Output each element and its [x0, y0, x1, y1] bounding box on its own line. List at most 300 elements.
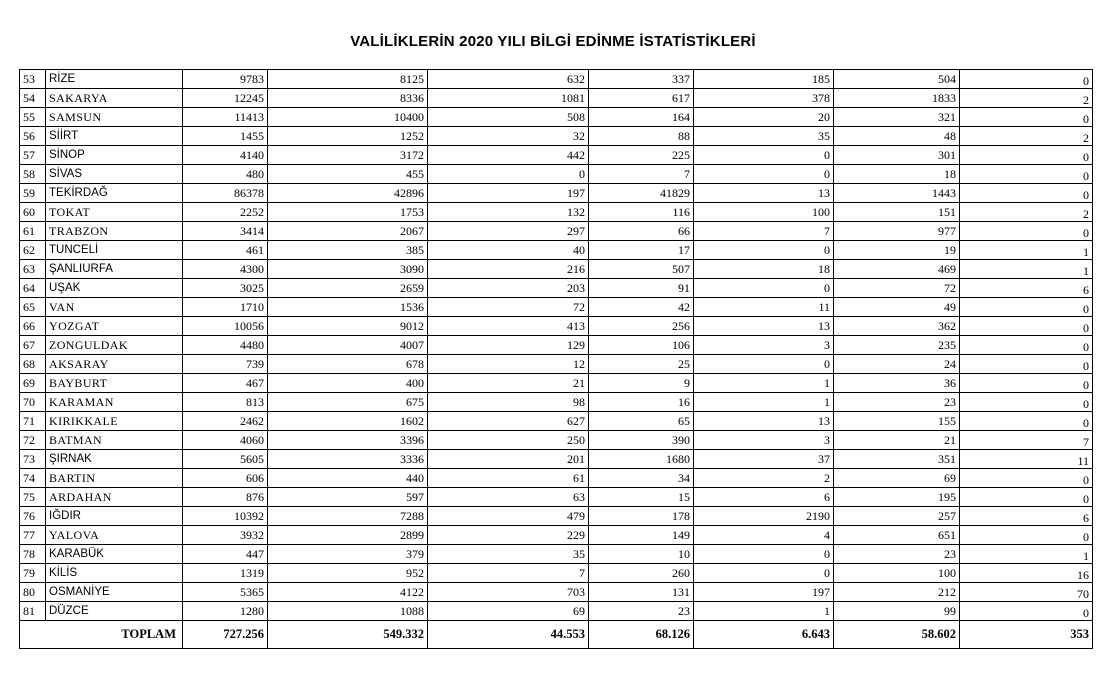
row-number: 68 [20, 355, 46, 374]
value-cell-c6: 235 [834, 336, 960, 355]
table-row [20, 89, 1093, 108]
value-cell-c2: 952 [268, 564, 428, 583]
row-number: 53 [20, 70, 46, 89]
value-cell-c1: 4140 [183, 146, 268, 165]
total-value-c1: 727.256 [183, 621, 268, 649]
value-cell-c7: 0 [960, 336, 1093, 355]
value-cell-c2: 4007 [268, 336, 428, 355]
province-name: SAMSUN [46, 108, 183, 127]
province-name: AKSARAY [46, 355, 183, 374]
province-name: KIRIKKALE [46, 412, 183, 431]
value-cell-c7: 7 [960, 431, 1093, 450]
value-cell-c4: 390 [589, 431, 694, 450]
row-number: 58 [20, 165, 46, 184]
value-cell-c7: 0 [960, 184, 1093, 203]
value-cell-c6: 21 [834, 431, 960, 450]
value-cell-c6: 469 [834, 260, 960, 279]
value-cell-c3: 201 [428, 450, 589, 469]
value-cell-c5: 3 [694, 336, 834, 355]
province-name: TUNCELİ [46, 241, 183, 260]
value-cell-c5: 20 [694, 108, 834, 127]
value-cell-c3: 12 [428, 355, 589, 374]
value-cell-c1: 461 [183, 241, 268, 260]
value-cell-c5: 0 [694, 355, 834, 374]
total-value-c6: 58.602 [834, 621, 960, 649]
value-cell-c7: 0 [960, 412, 1093, 431]
row-number: 66 [20, 317, 46, 336]
row-number: 55 [20, 108, 46, 127]
value-cell-c4: 15 [589, 488, 694, 507]
row-number: 56 [20, 127, 46, 146]
table-row [20, 583, 1093, 602]
value-cell-c5: 0 [694, 564, 834, 583]
value-cell-c1: 1710 [183, 298, 268, 317]
value-cell-c6: 19 [834, 241, 960, 260]
value-cell-c1: 3025 [183, 279, 268, 298]
value-cell-c1: 10392 [183, 507, 268, 526]
value-cell-c3: 61 [428, 469, 589, 488]
value-cell-c3: 35 [428, 545, 589, 564]
row-number: 60 [20, 203, 46, 222]
value-cell-c4: 106 [589, 336, 694, 355]
value-cell-c4: 17 [589, 241, 694, 260]
statistics-table [19, 69, 1093, 649]
table-row [20, 317, 1093, 336]
value-cell-c4: 16 [589, 393, 694, 412]
value-cell-c7: 16 [960, 564, 1093, 583]
row-number: 54 [20, 89, 46, 108]
province-name: OSMANİYE [46, 583, 183, 602]
value-cell-c2: 3090 [268, 260, 428, 279]
value-cell-c4: 9 [589, 374, 694, 393]
value-cell-c6: 257 [834, 507, 960, 526]
value-cell-c4: 337 [589, 70, 694, 89]
value-cell-c6: 23 [834, 545, 960, 564]
value-cell-c6: 69 [834, 469, 960, 488]
value-cell-c5: 18 [694, 260, 834, 279]
value-cell-c5: 6 [694, 488, 834, 507]
value-cell-c6: 99 [834, 602, 960, 621]
value-cell-c6: 321 [834, 108, 960, 127]
value-cell-c5: 0 [694, 545, 834, 564]
total-value-c4: 68.126 [589, 621, 694, 649]
value-cell-c2: 1252 [268, 127, 428, 146]
row-number: 71 [20, 412, 46, 431]
value-cell-c3: 627 [428, 412, 589, 431]
table-row [20, 374, 1093, 393]
value-cell-c1: 4480 [183, 336, 268, 355]
value-cell-c3: 703 [428, 583, 589, 602]
value-cell-c1: 876 [183, 488, 268, 507]
value-cell-c7: 0 [960, 317, 1093, 336]
value-cell-c1: 4300 [183, 260, 268, 279]
value-cell-c4: 256 [589, 317, 694, 336]
value-cell-c7: 0 [960, 165, 1093, 184]
value-cell-c6: 1833 [834, 89, 960, 108]
province-name: ARDAHAN [46, 488, 183, 507]
row-number: 70 [20, 393, 46, 412]
value-cell-c7: 6 [960, 279, 1093, 298]
table-row [20, 241, 1093, 260]
value-cell-c7: 1 [960, 241, 1093, 260]
value-cell-c7: 1 [960, 260, 1093, 279]
value-cell-c4: 260 [589, 564, 694, 583]
value-cell-c3: 250 [428, 431, 589, 450]
value-cell-c4: 66 [589, 222, 694, 241]
value-cell-c5: 0 [694, 165, 834, 184]
table-row [20, 602, 1093, 621]
value-cell-c5: 13 [694, 184, 834, 203]
value-cell-c4: 10 [589, 545, 694, 564]
value-cell-c5: 0 [694, 279, 834, 298]
value-cell-c2: 8336 [268, 89, 428, 108]
table-row [20, 336, 1093, 355]
value-cell-c1: 480 [183, 165, 268, 184]
table-row [20, 488, 1093, 507]
value-cell-c7: 0 [960, 355, 1093, 374]
value-cell-c4: 34 [589, 469, 694, 488]
province-name: VAN [46, 298, 183, 317]
value-cell-c2: 2899 [268, 526, 428, 545]
table-row [20, 412, 1093, 431]
value-cell-c5: 1 [694, 393, 834, 412]
value-cell-c4: 617 [589, 89, 694, 108]
row-number: 57 [20, 146, 46, 165]
value-cell-c3: 0 [428, 165, 589, 184]
value-cell-c5: 2190 [694, 507, 834, 526]
value-cell-c3: 508 [428, 108, 589, 127]
value-cell-c1: 9783 [183, 70, 268, 89]
value-cell-c1: 4060 [183, 431, 268, 450]
value-cell-c5: 0 [694, 241, 834, 260]
province-name: TRABZON [46, 222, 183, 241]
value-cell-c4: 65 [589, 412, 694, 431]
value-cell-c3: 442 [428, 146, 589, 165]
value-cell-c3: 40 [428, 241, 589, 260]
value-cell-c6: 24 [834, 355, 960, 374]
value-cell-c6: 301 [834, 146, 960, 165]
value-cell-c7: 70 [960, 583, 1093, 602]
province-name: UŞAK [46, 279, 183, 298]
row-number: 64 [20, 279, 46, 298]
province-name: SİVAS [46, 165, 183, 184]
value-cell-c5: 13 [694, 412, 834, 431]
value-cell-c4: 7 [589, 165, 694, 184]
value-cell-c5: 1 [694, 374, 834, 393]
province-name: SİİRT [46, 127, 183, 146]
table-row [20, 127, 1093, 146]
value-cell-c7: 0 [960, 526, 1093, 545]
value-cell-c2: 9012 [268, 317, 428, 336]
value-cell-c4: 131 [589, 583, 694, 602]
value-cell-c2: 42896 [268, 184, 428, 203]
value-cell-c4: 42 [589, 298, 694, 317]
table-row [20, 355, 1093, 374]
value-cell-c6: 100 [834, 564, 960, 583]
value-cell-c4: 41829 [589, 184, 694, 203]
value-cell-c2: 597 [268, 488, 428, 507]
value-cell-c5: 0 [694, 146, 834, 165]
value-cell-c7: 0 [960, 108, 1093, 127]
value-cell-c3: 7 [428, 564, 589, 583]
value-cell-c7: 2 [960, 203, 1093, 222]
value-cell-c2: 1602 [268, 412, 428, 431]
row-number: 79 [20, 564, 46, 583]
value-cell-c3: 297 [428, 222, 589, 241]
value-cell-c5: 3 [694, 431, 834, 450]
table-row [20, 165, 1093, 184]
value-cell-c7: 2 [960, 89, 1093, 108]
value-cell-c6: 72 [834, 279, 960, 298]
value-cell-c3: 63 [428, 488, 589, 507]
value-cell-c3: 21 [428, 374, 589, 393]
value-cell-c3: 1081 [428, 89, 589, 108]
value-cell-c2: 1753 [268, 203, 428, 222]
value-cell-c2: 3172 [268, 146, 428, 165]
province-name: KARABÜK [46, 545, 183, 564]
total-row [20, 621, 1093, 649]
value-cell-c7: 0 [960, 488, 1093, 507]
value-cell-c3: 229 [428, 526, 589, 545]
total-value-c5: 6.643 [694, 621, 834, 649]
value-cell-c6: 504 [834, 70, 960, 89]
value-cell-c2: 2659 [268, 279, 428, 298]
row-number: 80 [20, 583, 46, 602]
value-cell-c6: 351 [834, 450, 960, 469]
table-row [20, 70, 1093, 89]
table-row [20, 450, 1093, 469]
value-cell-c3: 98 [428, 393, 589, 412]
total-label: TOPLAM [20, 621, 183, 649]
value-cell-c2: 455 [268, 165, 428, 184]
province-name: BAYBURT [46, 374, 183, 393]
value-cell-c5: 7 [694, 222, 834, 241]
row-number: 74 [20, 469, 46, 488]
value-cell-c1: 5605 [183, 450, 268, 469]
province-name: YOZGAT [46, 317, 183, 336]
row-number: 69 [20, 374, 46, 393]
value-cell-c1: 739 [183, 355, 268, 374]
value-cell-c1: 3932 [183, 526, 268, 545]
province-name: ZONGULDAK [46, 336, 183, 355]
value-cell-c3: 69 [428, 602, 589, 621]
table-row [20, 545, 1093, 564]
value-cell-c1: 447 [183, 545, 268, 564]
value-cell-c2: 4122 [268, 583, 428, 602]
value-cell-c7: 0 [960, 298, 1093, 317]
value-cell-c3: 129 [428, 336, 589, 355]
value-cell-c6: 1443 [834, 184, 960, 203]
value-cell-c2: 1088 [268, 602, 428, 621]
value-cell-c4: 88 [589, 127, 694, 146]
value-cell-c6: 195 [834, 488, 960, 507]
value-cell-c6: 155 [834, 412, 960, 431]
province-name: KARAMAN [46, 393, 183, 412]
value-cell-c3: 72 [428, 298, 589, 317]
value-cell-c6: 48 [834, 127, 960, 146]
value-cell-c4: 116 [589, 203, 694, 222]
province-name: ŞANLIURFA [46, 260, 183, 279]
value-cell-c5: 1 [694, 602, 834, 621]
row-number: 73 [20, 450, 46, 469]
province-name: SİNOP [46, 146, 183, 165]
value-cell-c6: 362 [834, 317, 960, 336]
row-number: 61 [20, 222, 46, 241]
value-cell-c6: 651 [834, 526, 960, 545]
value-cell-c7: 0 [960, 393, 1093, 412]
total-value-c3: 44.553 [428, 621, 589, 649]
value-cell-c1: 1455 [183, 127, 268, 146]
row-number: 67 [20, 336, 46, 355]
value-cell-c7: 0 [960, 146, 1093, 165]
table-row [20, 431, 1093, 450]
value-cell-c5: 378 [694, 89, 834, 108]
province-name: TOKAT [46, 203, 183, 222]
value-cell-c3: 132 [428, 203, 589, 222]
value-cell-c1: 467 [183, 374, 268, 393]
value-cell-c5: 185 [694, 70, 834, 89]
value-cell-c5: 2 [694, 469, 834, 488]
value-cell-c2: 379 [268, 545, 428, 564]
value-cell-c1: 3414 [183, 222, 268, 241]
value-cell-c3: 413 [428, 317, 589, 336]
value-cell-c2: 10400 [268, 108, 428, 127]
value-cell-c2: 678 [268, 355, 428, 374]
table-row [20, 260, 1093, 279]
table-row [20, 184, 1093, 203]
value-cell-c1: 1319 [183, 564, 268, 583]
table-row [20, 564, 1093, 583]
row-number: 72 [20, 431, 46, 450]
value-cell-c2: 675 [268, 393, 428, 412]
table-row [20, 108, 1093, 127]
value-cell-c2: 2067 [268, 222, 428, 241]
value-cell-c7: 11 [960, 450, 1093, 469]
row-number: 76 [20, 507, 46, 526]
value-cell-c7: 0 [960, 222, 1093, 241]
value-cell-c1: 2462 [183, 412, 268, 431]
value-cell-c2: 3396 [268, 431, 428, 450]
province-name: BATMAN [46, 431, 183, 450]
province-name: BARTIN [46, 469, 183, 488]
value-cell-c1: 813 [183, 393, 268, 412]
value-cell-c1: 606 [183, 469, 268, 488]
province-name: RİZE [46, 70, 183, 89]
table-row [20, 203, 1093, 222]
value-cell-c5: 197 [694, 583, 834, 602]
table-row [20, 393, 1093, 412]
value-cell-c6: 36 [834, 374, 960, 393]
value-cell-c4: 178 [589, 507, 694, 526]
province-name: KİLİS [46, 564, 183, 583]
value-cell-c4: 164 [589, 108, 694, 127]
row-number: 63 [20, 260, 46, 279]
row-number: 62 [20, 241, 46, 260]
value-cell-c4: 1680 [589, 450, 694, 469]
province-name: SAKARYA [46, 89, 183, 108]
value-cell-c5: 100 [694, 203, 834, 222]
value-cell-c1: 10056 [183, 317, 268, 336]
value-cell-c1: 5365 [183, 583, 268, 602]
value-cell-c4: 23 [589, 602, 694, 621]
value-cell-c2: 385 [268, 241, 428, 260]
value-cell-c5: 35 [694, 127, 834, 146]
value-cell-c6: 212 [834, 583, 960, 602]
table-row [20, 526, 1093, 545]
table-row [20, 146, 1093, 165]
province-name: ŞIRNAK [46, 450, 183, 469]
row-number: 59 [20, 184, 46, 203]
value-cell-c6: 49 [834, 298, 960, 317]
value-cell-c3: 632 [428, 70, 589, 89]
table-row [20, 507, 1093, 526]
value-cell-c2: 7288 [268, 507, 428, 526]
value-cell-c7: 0 [960, 70, 1093, 89]
value-cell-c6: 23 [834, 393, 960, 412]
value-cell-c2: 8125 [268, 70, 428, 89]
value-cell-c5: 4 [694, 526, 834, 545]
value-cell-c5: 37 [694, 450, 834, 469]
table-row [20, 279, 1093, 298]
value-cell-c3: 197 [428, 184, 589, 203]
value-cell-c2: 1536 [268, 298, 428, 317]
value-cell-c6: 977 [834, 222, 960, 241]
value-cell-c7: 0 [960, 602, 1093, 621]
value-cell-c6: 18 [834, 165, 960, 184]
value-cell-c5: 11 [694, 298, 834, 317]
row-number: 78 [20, 545, 46, 564]
value-cell-c6: 151 [834, 203, 960, 222]
row-number: 77 [20, 526, 46, 545]
total-value-c2: 549.332 [268, 621, 428, 649]
table-row [20, 469, 1093, 488]
value-cell-c4: 507 [589, 260, 694, 279]
value-cell-c1: 11413 [183, 108, 268, 127]
value-cell-c1: 1280 [183, 602, 268, 621]
value-cell-c7: 6 [960, 507, 1093, 526]
province-name: YALOVA [46, 526, 183, 545]
value-cell-c5: 13 [694, 317, 834, 336]
value-cell-c2: 440 [268, 469, 428, 488]
value-cell-c7: 2 [960, 127, 1093, 146]
value-cell-c1: 2252 [183, 203, 268, 222]
row-number: 65 [20, 298, 46, 317]
province-name: IĞDIR [46, 507, 183, 526]
value-cell-c3: 479 [428, 507, 589, 526]
total-value-c7: 353 [960, 621, 1093, 649]
province-name: DÜZCE [46, 602, 183, 621]
table-row [20, 222, 1093, 241]
value-cell-c2: 400 [268, 374, 428, 393]
value-cell-c2: 3336 [268, 450, 428, 469]
value-cell-c4: 25 [589, 355, 694, 374]
row-number: 75 [20, 488, 46, 507]
page-title: VALİLİKLERİN 2020 YILI BİLGİ EDİNME İSTATİSTİKLERİ [350, 33, 756, 50]
value-cell-c7: 1 [960, 545, 1093, 564]
province-name: TEKİRDAĞ [46, 184, 183, 203]
value-cell-c1: 86378 [183, 184, 268, 203]
value-cell-c1: 12245 [183, 89, 268, 108]
value-cell-c3: 32 [428, 127, 589, 146]
value-cell-c7: 0 [960, 469, 1093, 488]
value-cell-c4: 149 [589, 526, 694, 545]
value-cell-c4: 91 [589, 279, 694, 298]
row-number: 81 [20, 602, 46, 621]
value-cell-c7: 0 [960, 374, 1093, 393]
value-cell-c3: 216 [428, 260, 589, 279]
value-cell-c4: 225 [589, 146, 694, 165]
table-row [20, 298, 1093, 317]
